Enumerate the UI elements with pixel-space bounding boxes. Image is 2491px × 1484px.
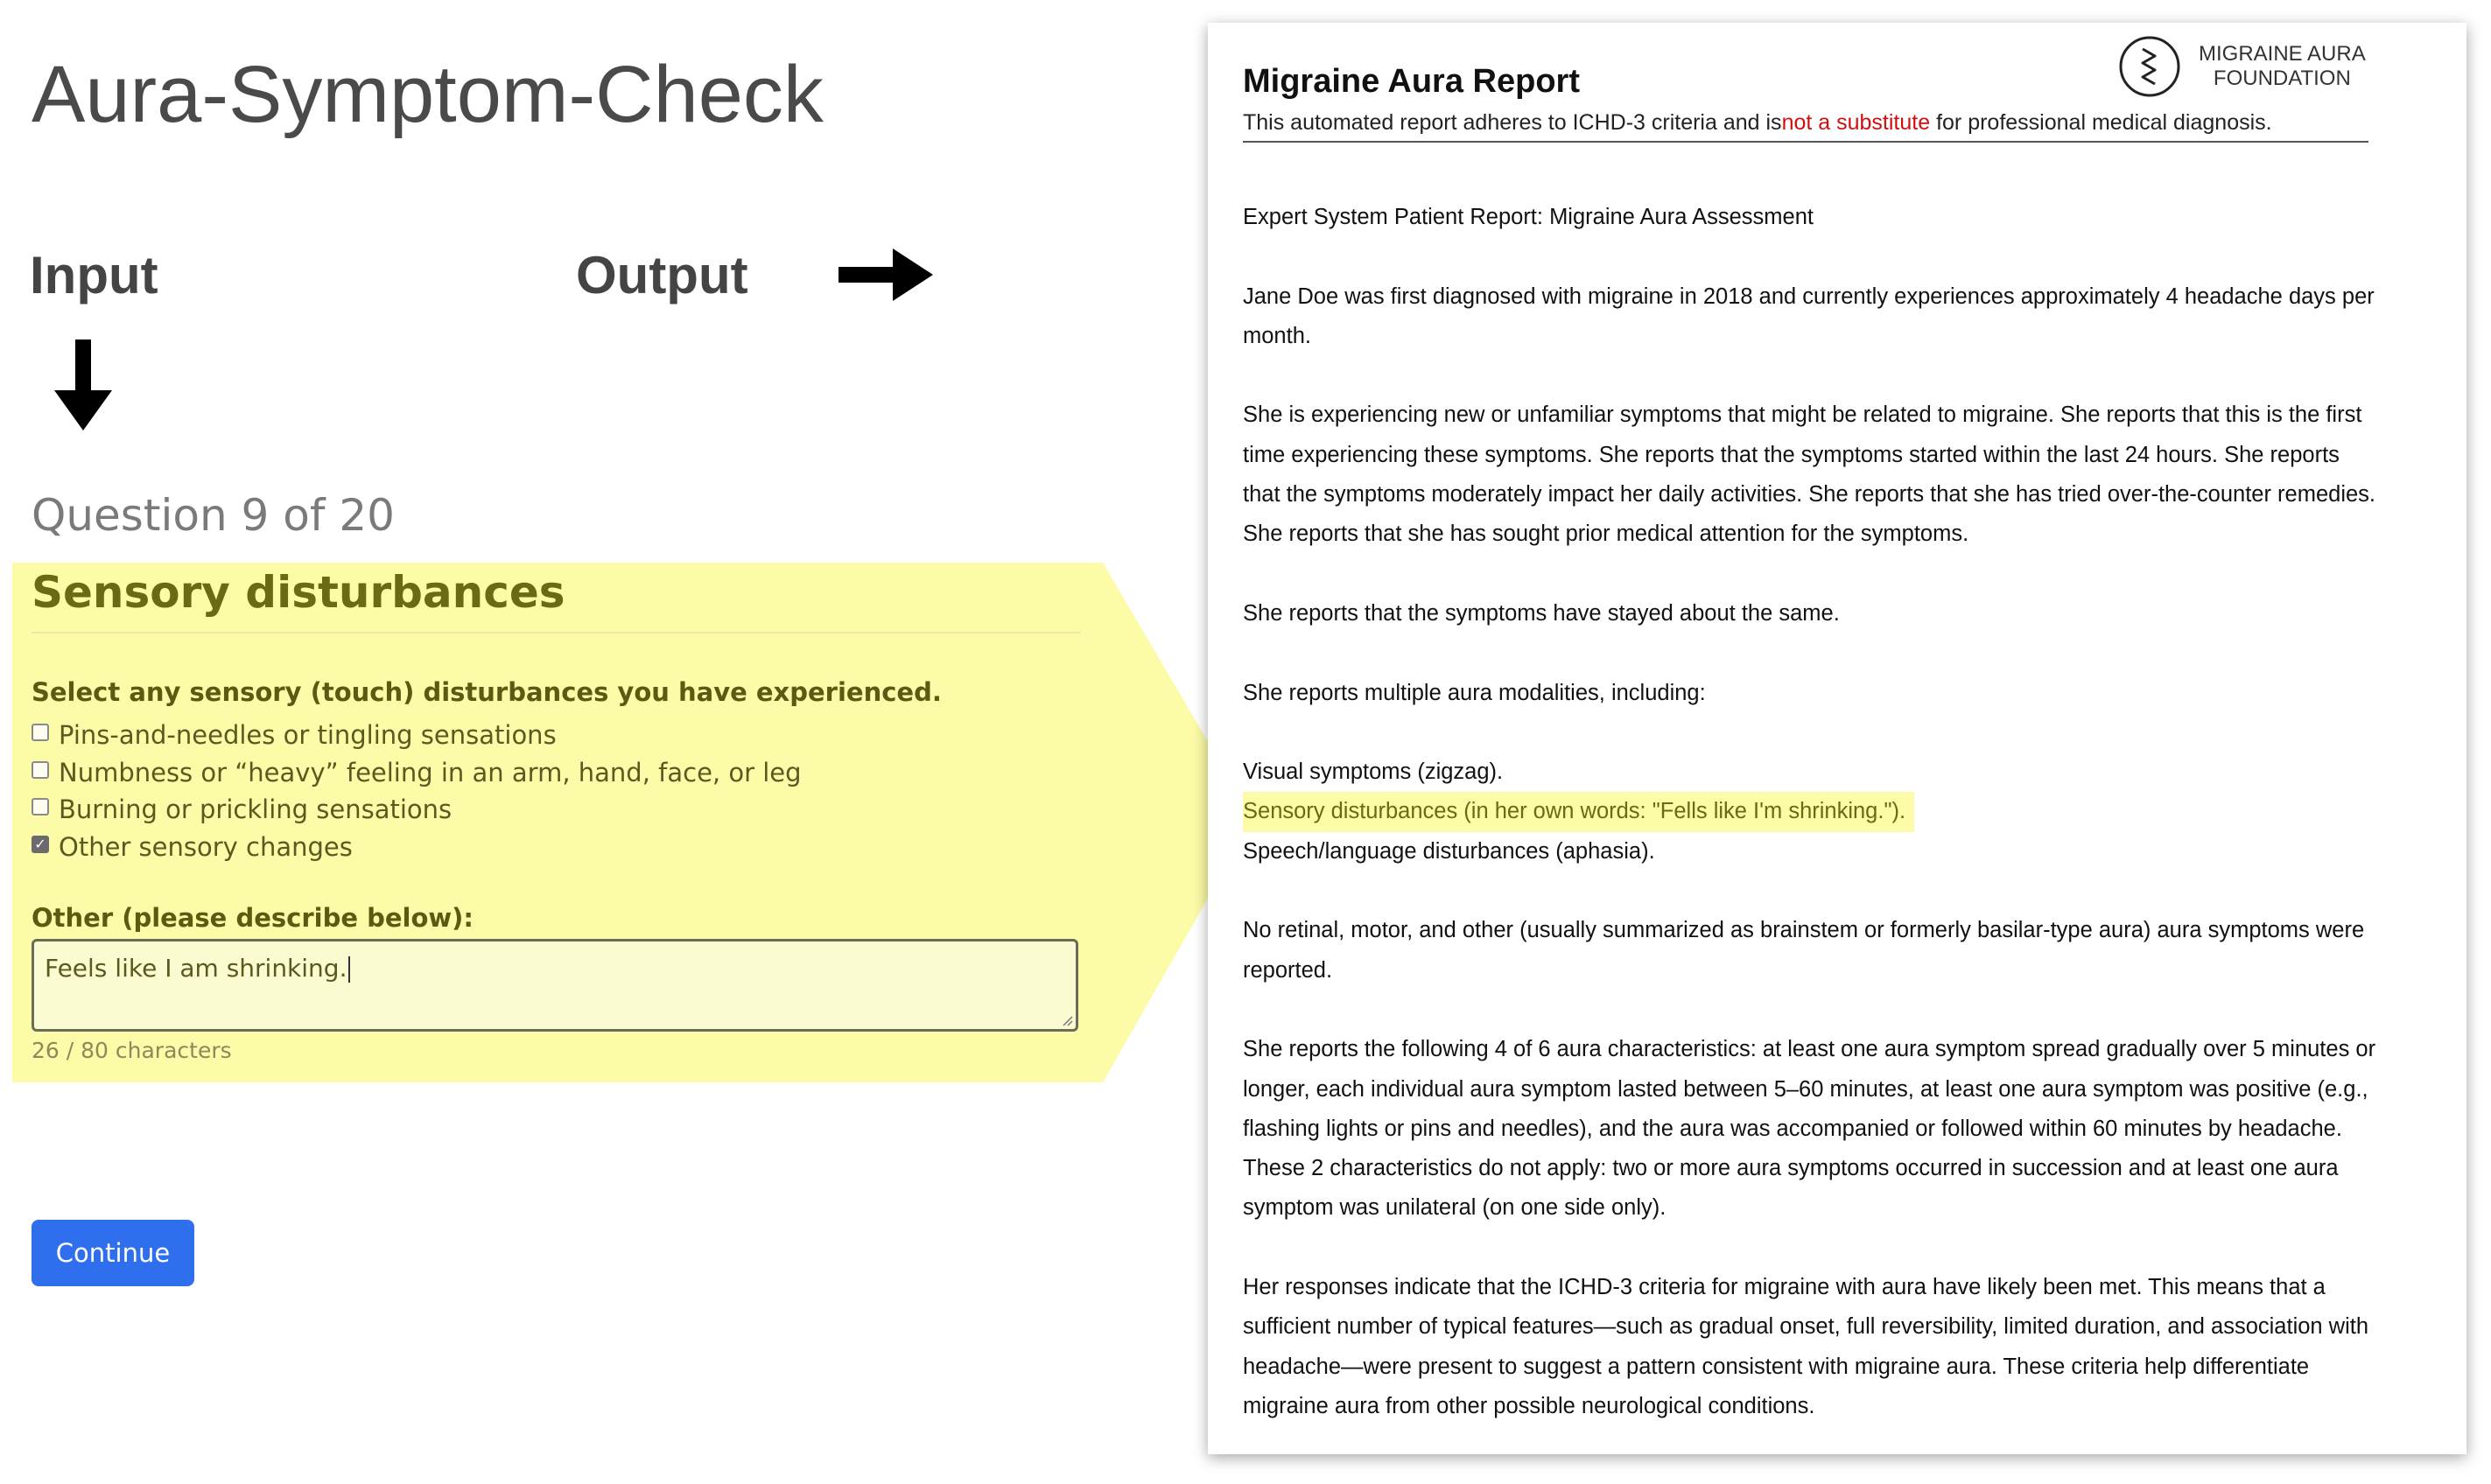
report-title: Migraine Aura Report bbox=[1243, 63, 1580, 100]
option-label: Numbness or “heavy” feeling in an arm, hand, face, or leg bbox=[59, 757, 802, 788]
text-caret bbox=[348, 956, 350, 983]
arrow-down-icon bbox=[54, 340, 112, 430]
option-tingling[interactable] bbox=[32, 717, 802, 754]
disclaimer-text-end: for professional medical diagnosis. bbox=[1930, 110, 2272, 135]
disclaimer-warning: not a substitute bbox=[1781, 110, 1931, 135]
disclaimer-text: This automated report adheres to ICHD-3 criteria and is bbox=[1243, 110, 1782, 135]
foundation-logo bbox=[2118, 35, 2366, 98]
option-label: Burning or prickling sensations bbox=[59, 794, 453, 825]
question-divider bbox=[32, 632, 1080, 634]
logo-line-2: FOUNDATION bbox=[2213, 66, 2351, 90]
modality-speech: Speech/language disturbances (aphasia). bbox=[1243, 838, 1655, 864]
option-other[interactable] bbox=[32, 829, 802, 866]
input-label: Input bbox=[30, 246, 158, 304]
other-description-textarea[interactable] bbox=[32, 939, 1078, 1032]
question-prompt: Select any sensory (touch) disturbances you have experienced. bbox=[32, 677, 942, 707]
logo-text bbox=[2199, 42, 2366, 91]
app-title: Aura-Symptom-Check bbox=[32, 50, 824, 139]
option-list bbox=[32, 717, 802, 865]
report-body bbox=[1243, 198, 2381, 1466]
modality-visual: Visual symptoms (zigzag). bbox=[1243, 760, 1504, 785]
other-field-label: Other (please describe below): bbox=[32, 903, 474, 933]
character-counter: 26 / 80 characters bbox=[32, 1038, 232, 1063]
output-label: Output bbox=[576, 246, 748, 304]
continue-button[interactable]: Continue bbox=[32, 1220, 194, 1286]
header-divider bbox=[1243, 141, 2368, 143]
textarea-value: Feels like I am shrinking. bbox=[45, 954, 347, 983]
question-progress: Question 9 of 20 bbox=[32, 490, 395, 541]
checkbox-burning[interactable] bbox=[32, 798, 49, 816]
report-disclaimer bbox=[1243, 110, 2272, 136]
report-paragraph: Jane Doe was first diagnosed with migraine in 2018 and currently experiences approximately 4 headache days per month. bbox=[1243, 284, 2375, 348]
report-panel bbox=[1208, 23, 2466, 1454]
option-numbness[interactable] bbox=[32, 754, 802, 792]
resize-handle-icon[interactable] bbox=[1063, 1016, 1073, 1026]
modality-sensory-highlight: Sensory disturbances (in her own words: "Fells like I'm shrinking."). bbox=[1243, 792, 1914, 831]
checkmark-icon: ✓ bbox=[34, 835, 46, 852]
question-title: Sensory disturbances bbox=[32, 567, 565, 618]
checkbox-numbness[interactable] bbox=[32, 761, 49, 779]
arrow-right-icon bbox=[839, 248, 933, 301]
report-paragraph: No retinal, motor, and other (usually summarized as brainstem or formerly basilar-type aura) aura symptoms were reported. bbox=[1243, 918, 2365, 983]
report-paragraph: She reports multiple aura modalities, including: bbox=[1243, 680, 1706, 705]
report-paragraph: She is experiencing new or unfamiliar symptoms that might be related to migraine. She reports that this is the first time experiencing these symptoms. She reports that the symptoms started within the last 24 hours. She reports that the symptoms moderately impact her daily activities. She reports that she has tried over-the-counter remedies. She reports that she has sought prior medical attention for the symptoms. bbox=[1243, 402, 2376, 547]
checkbox-tingling[interactable] bbox=[32, 724, 49, 741]
report-paragraph: She reports that the symptoms have stayed about the same. bbox=[1243, 600, 1840, 626]
report-paragraph: She reports the following 4 of 6 aura characteristics: at least one aura symptom spread gradually over 5 minutes or longer, each individual aura symptom lasted between 5–60 minutes, at least one aura symptom was positive (e.g., flashing lights or pins and needles), and the aura was accompanied or followed within 60 minutes by headache. These 2 characteristics do not apply: two or more aura symptoms occurred in succession and at least one aura symptom was unilateral (on one side only). bbox=[1243, 1037, 2376, 1221]
option-label: Other sensory changes bbox=[59, 831, 353, 862]
option-burning[interactable] bbox=[32, 791, 802, 829]
report-heading: Expert System Patient Report: Migraine Aura Assessment bbox=[1243, 205, 1814, 229]
report-paragraph: Her responses indicate that the ICHD-3 criteria for migraine with aura have likely been met. This means that a sufficient number of typical features—such as gradual onset, full reversibility, limited duration, and association with headache—were present to suggest a pattern consistent with migraine aura. These criteria help differentiate migraine aura from other possible neurological conditions. bbox=[1243, 1275, 2369, 1418]
option-label: Pins-and-needles or tingling sensations bbox=[59, 720, 557, 751]
foundation-logo-icon bbox=[2118, 35, 2181, 98]
logo-line-1: MIGRAINE AURA bbox=[2199, 42, 2366, 66]
checkbox-other[interactable] bbox=[32, 836, 49, 853]
